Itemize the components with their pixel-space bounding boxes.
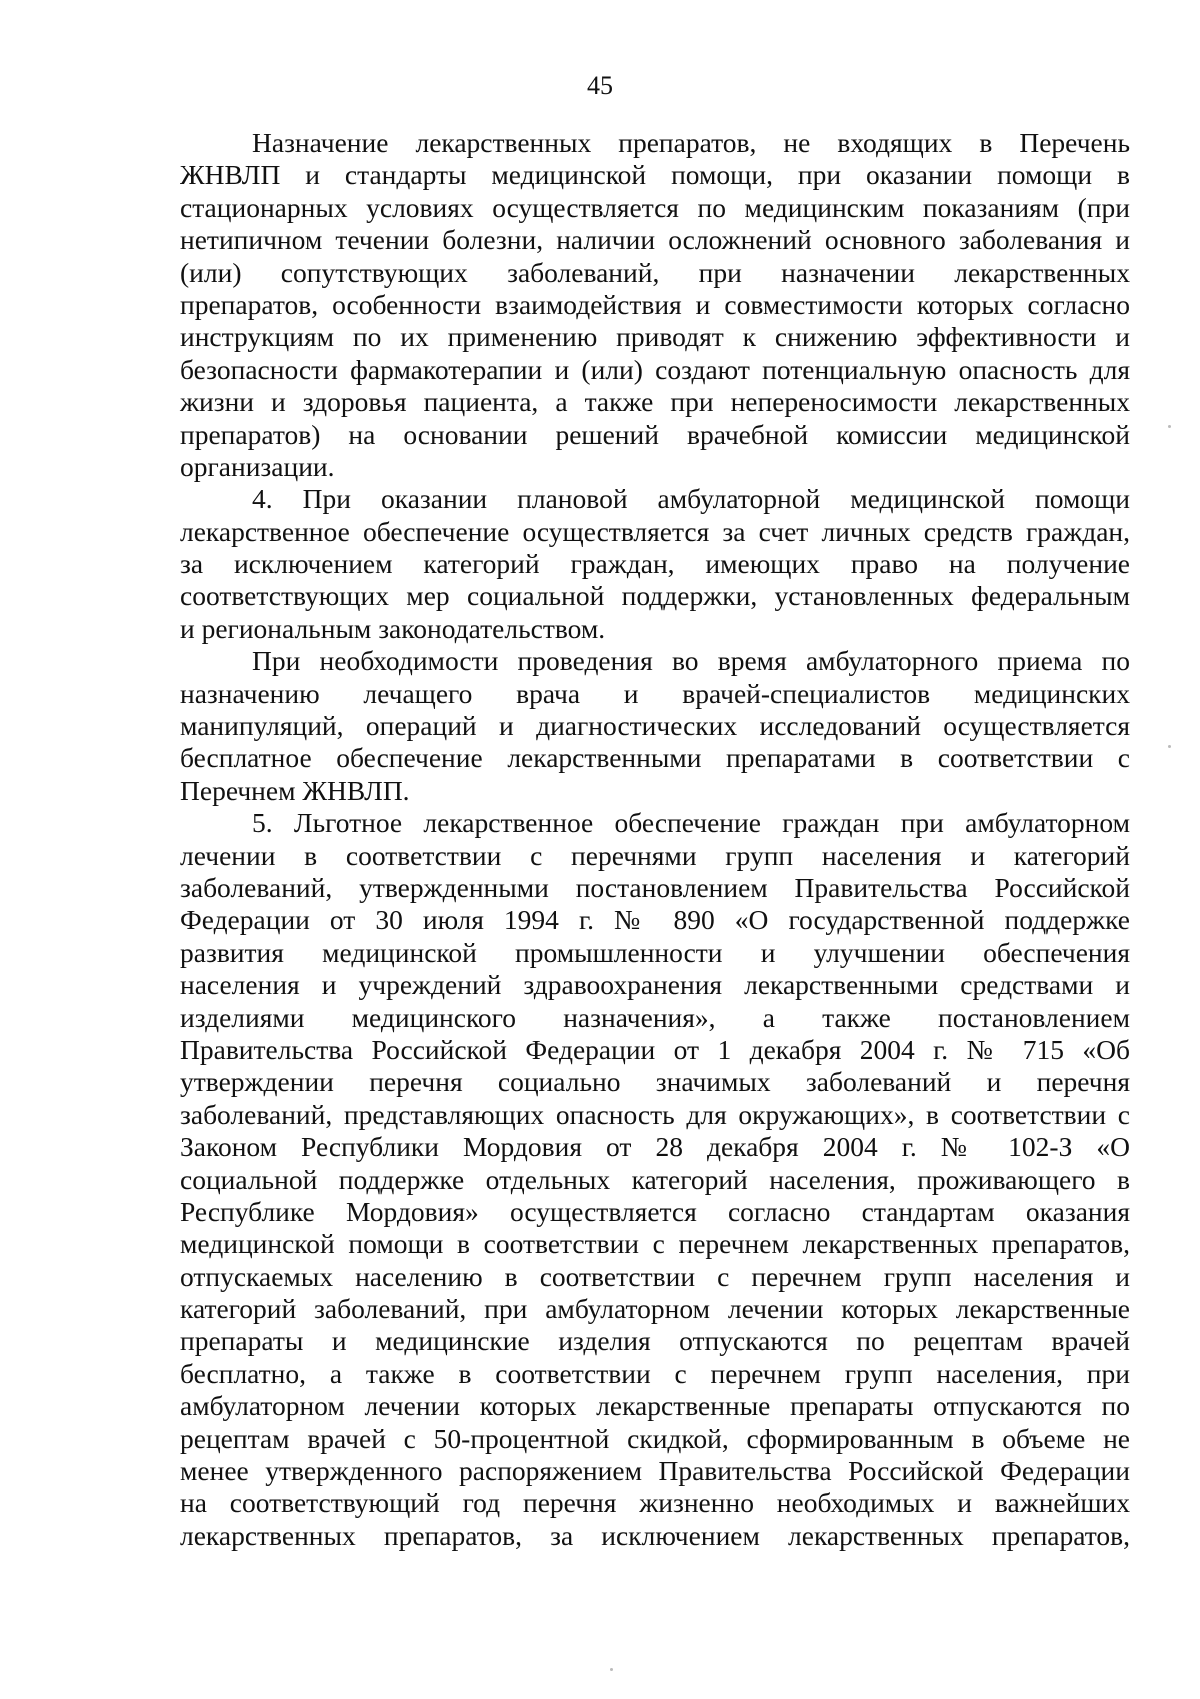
text-line: стационарных условиях осуществляется по медицинским показаниям (при (180, 191, 1130, 223)
text-line: отпускаемых населению в соответствии с перечнем групп населения и (180, 1260, 1130, 1292)
text-line: 4. При оказании плановой амбулаторной медицинской помощи (252, 483, 1130, 515)
document-body (180, 127, 1130, 1552)
text-line: Назначение лекарственных препаратов, не входящих в Перечень (252, 127, 1130, 158)
text-line: категорий заболеваний, при амбулаторном лечении которых лекарственные (180, 1293, 1130, 1325)
text-line: организации. (180, 450, 335, 482)
text-line: Республике Мордовия» осуществляется согласно стандартам оказания (180, 1195, 1130, 1227)
text-line: Федерации от 30 июля 1994 г. № 890 «О государственной поддержке (180, 904, 1130, 936)
scan-speck (1168, 745, 1171, 748)
text-line: При необходимости проведения во время амбулаторного приема по (252, 645, 1130, 677)
text-line: препаратов) на основании решений врачебной комиссии медицинской (180, 418, 1130, 450)
text-line: утверждении перечня социально значимых заболеваний и перечня (180, 1066, 1130, 1098)
text-line: Правительства Российской Федерации от 1 декабря 2004 г. № 715 «Об (180, 1033, 1130, 1065)
text-line: менее утвержденного распоряжением Правительства Российской Федерации (180, 1455, 1130, 1487)
text-line: жизни и здоровья пациента, а также при непереносимости лекарственных (180, 386, 1130, 418)
text-line: лечении в соответствии с перечнями групп населения и категорий (180, 839, 1130, 871)
text-line: соответствующих мер социальной поддержки, установленных федеральным (180, 580, 1130, 612)
text-line: ЖНВЛП и стандарты медицинской помощи, при оказании помощи в (180, 159, 1130, 191)
text-line: манипуляций, операций и диагностических исследований осуществляется (180, 710, 1130, 742)
scan-speck (1168, 425, 1171, 428)
text-line: на соответствующий год перечня жизненно необходимых и важнейших (180, 1487, 1130, 1519)
text-line: изделиями медицинского назначения», а также постановлением (180, 1001, 1130, 1033)
text-line: населения и учреждений здравоохранения лекарственными средствами и (180, 969, 1130, 1001)
text-line: нетипичном течении болезни, наличии осложнений основного заболевания и (180, 224, 1130, 256)
paragraph (180, 127, 1130, 483)
text-line: медицинской помощи в соответствии с перечнем лекарственных препаратов, (180, 1228, 1130, 1260)
text-line: социальной поддержке отдельных категорий населения, проживающего в (180, 1163, 1130, 1195)
text-line: 5. Льготное лекарственное обеспечение граждан при амбулаторном (252, 807, 1130, 839)
paragraph (180, 807, 1130, 1552)
text-line: лекарственных препаратов, за исключением лекарственных препаратов, (180, 1519, 1130, 1551)
text-line: препаратов, особенности взаимодействия и совместимости которых согласно (180, 288, 1130, 320)
text-line: бесплатное обеспечение лекарственными препаратами в соответствии с (180, 742, 1130, 774)
text-line: назначению лечащего врача и врачей-специалистов медицинских (180, 677, 1130, 709)
text-line: и региональным законодательством. (180, 612, 606, 644)
text-line: инструкциям по их применению приводят к снижению эффективности и (180, 321, 1130, 353)
text-line: лекарственное обеспечение осуществляется за счет личных средств граждан, (180, 515, 1130, 547)
text-line: бесплатно, а также в соответствии с перечнем групп населения, при (180, 1357, 1130, 1389)
text-line: за исключением категорий граждан, имеющих право на получение (180, 548, 1130, 580)
text-line: заболеваний, представляющих опасность для окружающих», в соответствии с (180, 1098, 1130, 1130)
text-line: (или) сопутствующих заболеваний, при назначении лекарственных (180, 256, 1130, 288)
text-line: развития медицинской промышленности и улучшении обеспечения (180, 936, 1130, 968)
paragraph (180, 483, 1130, 645)
text-line: препараты и медицинские изделия отпускаются по рецептам врачей (180, 1325, 1130, 1357)
text-line: безопасности фармакотерапии и (или) создают потенциальную опасность для (180, 353, 1130, 385)
text-line: рецептам врачей с 50-процентной скидкой, сформированным в объеме не (180, 1422, 1130, 1454)
text-line: заболеваний, утвержденными постановлением Правительства Российской (180, 871, 1130, 903)
text-line: Законом Республики Мордовия от 28 декабря 2004 г. № 102-З «О (180, 1131, 1130, 1163)
scan-speck (610, 1668, 613, 1671)
page-number: 45 (587, 71, 613, 100)
text-line: Перечнем ЖНВЛП. (180, 774, 410, 806)
paragraph (180, 645, 1130, 807)
text-line: амбулаторном лечении которых лекарственные препараты отпускаются по (180, 1390, 1130, 1422)
